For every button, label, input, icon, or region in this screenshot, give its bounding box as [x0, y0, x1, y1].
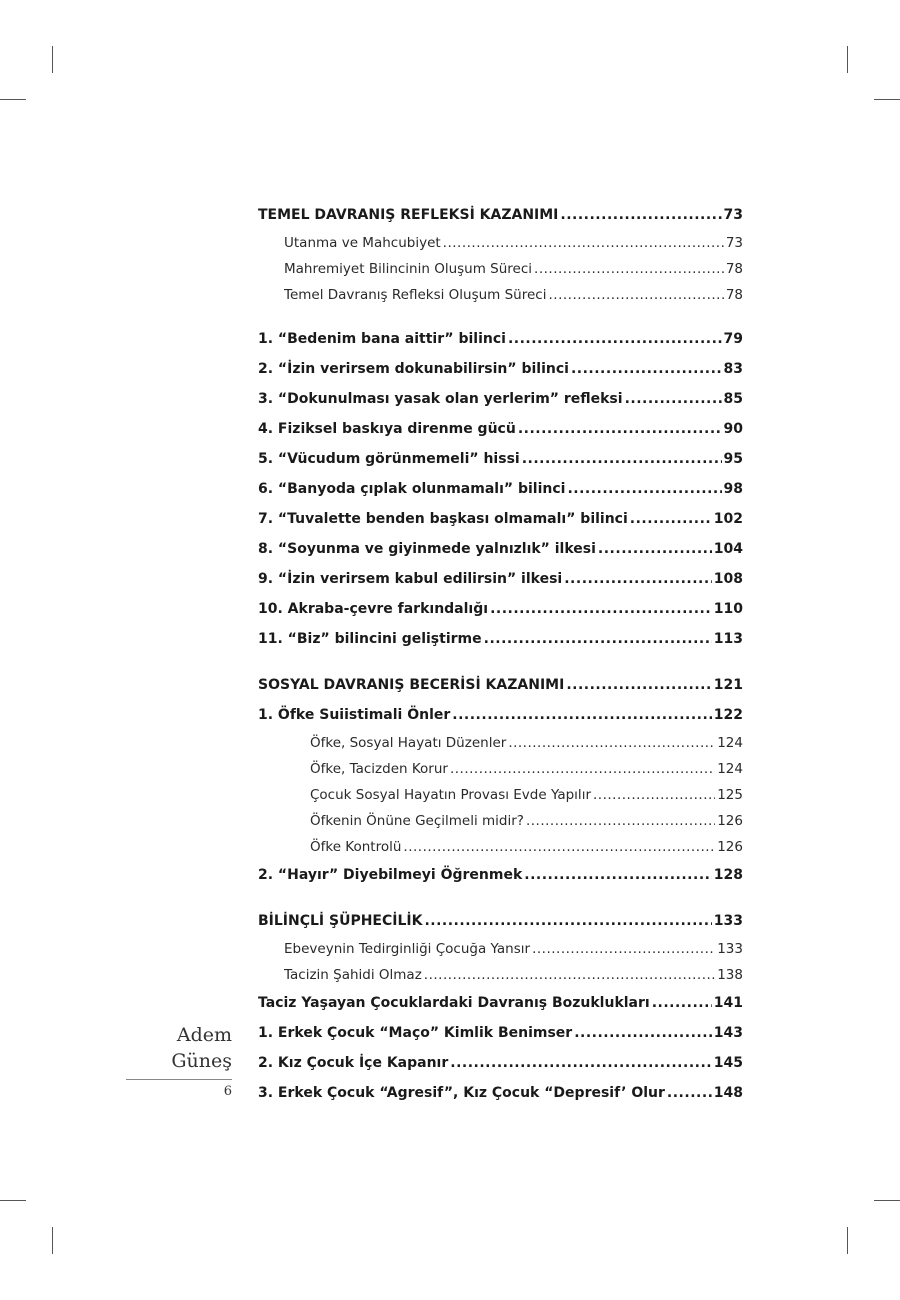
toc-entry-title: TEMEL DAVRANIŞ REFLEKSİ KAZANIMI	[258, 207, 559, 223]
toc-entry	[258, 282, 743, 308]
crop-mark	[874, 1200, 900, 1201]
toc-entry-title: 4. Fiziksel baskıya direnme gücü	[258, 421, 516, 437]
toc-entry-title: Öfke, Sosyal Hayatı Düzenler	[310, 735, 507, 751]
toc-entry-page: 141	[713, 995, 743, 1011]
toc-entry-page: 90	[723, 421, 743, 437]
toc-entry	[258, 962, 743, 988]
toc-leader-dots	[548, 282, 723, 308]
toc-entry-title: Öfkenin Önüne Geçilmeli midir?	[310, 813, 524, 829]
toc-leader-dots	[526, 808, 715, 834]
crop-mark	[0, 99, 26, 100]
author-first-name: Adem	[176, 1024, 232, 1046]
toc-leader-dots	[450, 1048, 712, 1078]
toc-entry	[258, 324, 743, 354]
toc-entry	[258, 534, 743, 564]
toc-entry	[258, 504, 743, 534]
toc-entry	[258, 354, 743, 384]
toc-entry	[258, 808, 743, 834]
crop-mark	[52, 46, 53, 73]
toc-entry-title: SOSYAL DAVRANIŞ BECERİSİ KAZANIMI	[258, 677, 565, 693]
toc-entry-page: 78	[725, 261, 743, 277]
toc-leader-dots	[571, 354, 722, 384]
toc-entry-page: 113	[713, 631, 743, 647]
toc-entry-title: Mahremiyet Bilincinin Oluşum Süreci	[284, 261, 533, 277]
toc-entry-title: 1. Erkek Çocuk “Maço” Kimlik Benimser	[258, 1025, 573, 1041]
toc-entry-title: 8. “Soyunma ve giyinmede yalnızlık” ilkesi	[258, 541, 596, 557]
toc-entry-title: 3. “Dokunulması yasak olan yerlerim” refleksi	[258, 391, 623, 407]
toc-entry-page: 83	[723, 361, 743, 377]
toc-leader-dots	[534, 256, 724, 282]
toc-entry	[258, 474, 743, 504]
toc-entry-page: 85	[723, 391, 743, 407]
toc-entry-title: Tacizin Şahidi Olmaz	[284, 967, 422, 983]
toc-entry-page: 133	[717, 941, 743, 957]
toc-entry-page: 121	[713, 677, 743, 693]
toc-entry-page: 98	[723, 481, 743, 497]
toc-entry-title: Taciz Yaşayan Çocuklardaki Davranış Bozuklukları	[258, 995, 650, 1011]
toc-leader-dots	[564, 564, 712, 594]
toc-entry-page: 104	[713, 541, 743, 557]
toc-leader-dots	[566, 670, 711, 700]
toc-leader-dots	[593, 782, 715, 808]
toc-entry	[258, 988, 743, 1018]
toc-leader-dots	[560, 200, 721, 230]
toc-entry-title: Çocuk Sosyal Hayatın Provası Evde Yapılır	[310, 787, 591, 803]
toc-entry-page: 128	[713, 867, 743, 883]
toc-entry	[258, 624, 743, 654]
toc-entry-page: 148	[713, 1085, 743, 1101]
toc-entry	[258, 756, 743, 782]
toc-entry-page: 125	[717, 787, 743, 803]
toc-entry-title: 2. “Hayır” Diyebilmeyi Öğrenmek	[258, 867, 523, 883]
toc-leader-dots	[424, 906, 711, 936]
toc-leader-dots	[522, 444, 722, 474]
toc-entry-title: 3. Erkek Çocuk “Agresif”, Kız Çocuk “Depresif’ Olur	[258, 1085, 665, 1101]
toc-entry-page: 108	[713, 571, 743, 587]
crop-mark	[0, 1200, 26, 1201]
toc-entry-title: 1. “Bedenim bana aittir” bilinci	[258, 331, 506, 347]
toc-leader-dots	[452, 700, 711, 730]
toc-entry-title: 1. Öfke Suiistimali Önler	[258, 707, 451, 723]
crop-mark	[52, 1227, 53, 1254]
toc-entry-page: 79	[723, 331, 743, 347]
toc-entry-title: Temel Davranış Refleksi Oluşum Süreci	[284, 287, 547, 303]
toc-entry-title: Utanma ve Mahcubiyet	[284, 235, 441, 251]
author-divider	[126, 1079, 232, 1080]
toc-entry	[258, 414, 743, 444]
toc-entry	[258, 700, 743, 730]
toc-leader-dots	[567, 474, 721, 504]
toc-entry	[258, 906, 743, 936]
toc-entry-title: 2. Kız Çocuk İçe Kapanır	[258, 1055, 449, 1071]
toc-entry-page: 122	[713, 707, 743, 723]
toc-leader-dots	[574, 1018, 712, 1048]
toc-entry-title: BİLİNÇLİ ŞÜPHECİLİK	[258, 913, 423, 929]
toc-entry-page: 138	[717, 967, 743, 983]
toc-leader-dots	[403, 834, 715, 860]
toc-entry	[258, 444, 743, 474]
toc-entry-page: 133	[713, 913, 743, 929]
toc-entry-page: 124	[717, 761, 743, 777]
crop-mark	[847, 46, 848, 73]
author-name	[126, 1022, 232, 1074]
toc-entry	[258, 782, 743, 808]
toc-entry	[258, 1018, 743, 1048]
toc-entry-page: 73	[725, 235, 743, 251]
toc-entry-title: 10. Akraba-çevre farkındalığı	[258, 601, 489, 617]
crop-mark	[874, 99, 900, 100]
toc-entry	[258, 730, 743, 756]
toc-leader-dots	[630, 504, 712, 534]
toc-entry-page: 124	[717, 735, 743, 751]
toc-entry-title: Öfke Kontrolü	[310, 839, 402, 855]
toc-entry-page: 78	[725, 287, 743, 303]
toc-entry	[258, 1048, 743, 1078]
toc-leader-dots	[508, 324, 722, 354]
toc-leader-dots	[652, 988, 712, 1018]
crop-mark	[847, 1227, 848, 1254]
toc-entry-page: 73	[723, 207, 743, 223]
toc-leader-dots	[508, 730, 715, 756]
toc-entry	[258, 594, 743, 624]
toc-entry-page: 126	[717, 839, 743, 855]
toc-leader-dots	[424, 962, 715, 988]
toc-entry	[258, 384, 743, 414]
toc-entry-title: 6. “Banyoda çıplak olunmamalı” bilinci	[258, 481, 566, 497]
table-of-contents	[258, 200, 743, 1108]
toc-leader-dots	[598, 534, 712, 564]
toc-entry-page: 95	[723, 451, 743, 467]
author-last-name: Güneş	[171, 1050, 232, 1072]
toc-entry-title: Öfke, Tacizden Korur	[310, 761, 448, 777]
toc-entry-title: 7. “Tuvalette benden başkası olmamalı” bilinci	[258, 511, 628, 527]
toc-entry	[258, 1078, 743, 1108]
toc-leader-dots	[443, 230, 724, 256]
toc-entry	[258, 936, 743, 962]
toc-entry-title: 11. “Biz” bilincini geliştirme	[258, 631, 482, 647]
toc-entry-title: 5. “Vücudum görünmemeli” hissi	[258, 451, 520, 467]
toc-leader-dots	[450, 756, 715, 782]
toc-entry-title: 9. “İzin verirsem kabul edilirsin” ilkesi	[258, 571, 563, 587]
toc-entry-page: 110	[713, 601, 743, 617]
toc-entry	[258, 230, 743, 256]
toc-leader-dots	[484, 624, 712, 654]
toc-leader-dots	[667, 1078, 712, 1108]
toc-entry	[258, 200, 743, 230]
toc-leader-dots	[524, 860, 712, 890]
toc-entry-title: Ebeveynin Tedirginliği Çocuğa Yansır	[284, 941, 531, 957]
toc-leader-dots	[490, 594, 712, 624]
toc-entry-page: 143	[713, 1025, 743, 1041]
toc-entry	[258, 860, 743, 890]
toc-entry-page: 145	[713, 1055, 743, 1071]
page-number: 6	[223, 1084, 232, 1099]
toc-entry	[258, 256, 743, 282]
toc-leader-dots	[518, 414, 722, 444]
toc-entry	[258, 834, 743, 860]
toc-leader-dots	[532, 936, 715, 962]
toc-entry	[258, 564, 743, 594]
toc-leader-dots	[625, 384, 722, 414]
toc-entry-page: 126	[717, 813, 743, 829]
toc-entry-page: 102	[713, 511, 743, 527]
toc-entry-title: 2. “İzin verirsem dokunabilirsin” bilinci	[258, 361, 569, 377]
toc-entry	[258, 670, 743, 700]
